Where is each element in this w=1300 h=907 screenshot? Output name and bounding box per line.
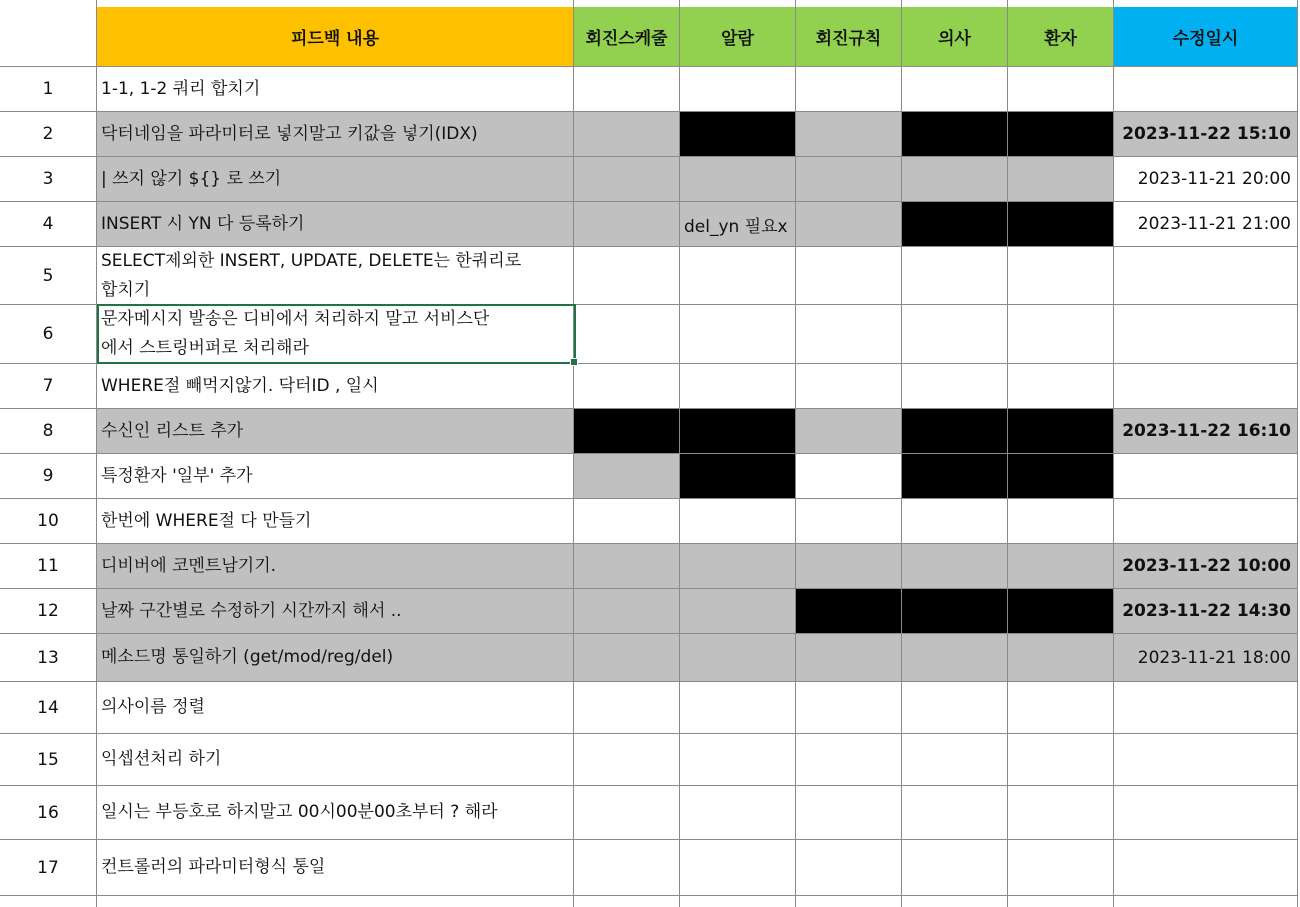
spacer-cell xyxy=(902,0,1008,7)
spacer-cell xyxy=(796,0,902,7)
header-feedback-content[interactable]: 피드백 내용 xyxy=(97,7,574,67)
spacer-cell xyxy=(680,0,796,7)
spacer-cell xyxy=(97,0,574,7)
modified-at-cell[interactable]: 2023-11-21 20:00 xyxy=(1114,157,1298,202)
spacer-cell xyxy=(1114,896,1298,907)
patient-cell[interactable] xyxy=(1008,589,1114,634)
modified-at-cell[interactable] xyxy=(1114,682,1298,734)
doctor-cell[interactable] xyxy=(902,682,1008,734)
row-number[interactable]: 17 xyxy=(0,840,97,896)
rounds-schedule-cell[interactable] xyxy=(574,786,680,840)
rounds-schedule-cell[interactable] xyxy=(574,454,680,499)
alarm-cell[interactable] xyxy=(680,454,796,499)
doctor-cell[interactable] xyxy=(902,786,1008,840)
modified-at-cell[interactable] xyxy=(1114,364,1298,409)
row-number[interactable]: 14 xyxy=(0,682,97,734)
header-modified-at[interactable]: 수정일시 xyxy=(1114,7,1298,67)
feedback-content-cell[interactable]: | 쓰지 않기 ${} 로 쓰기 xyxy=(97,157,574,202)
doctor-cell[interactable] xyxy=(902,499,1008,544)
row-number[interactable]: 15 xyxy=(0,734,97,786)
modified-at-cell[interactable]: 2023-11-22 15:10 xyxy=(1114,112,1298,157)
feedback-content-cell[interactable]: SELECT제외한 INSERT, UPDATE, DELETE는 한쿼리로 합치기 xyxy=(97,247,574,305)
patient-cell[interactable] xyxy=(1008,634,1114,682)
alarm-cell[interactable] xyxy=(680,840,796,896)
feedback-content-cell[interactable]: 메소드명 통일하기 (get/mod/reg/del) xyxy=(97,634,574,682)
feedback-content-cell[interactable]: 익셉션처리 하기 xyxy=(97,734,574,786)
rounds-schedule-cell[interactable] xyxy=(574,305,680,364)
feedback-content-cell[interactable]: 수신인 리스트 추가 xyxy=(97,409,574,454)
feedback-content-cell[interactable]: 특정환자 '일부' 추가 xyxy=(97,454,574,499)
rounds-rule-cell[interactable] xyxy=(796,734,902,786)
spacer-cell xyxy=(1114,0,1298,7)
rounds-rule-cell[interactable] xyxy=(796,247,902,305)
row-number[interactable]: 11 xyxy=(0,544,97,589)
feedback-content-cell[interactable]: 컨트롤러의 파라미터형식 통일 xyxy=(97,840,574,896)
patient-cell[interactable] xyxy=(1008,157,1114,202)
row-number[interactable]: 2 xyxy=(0,112,97,157)
modified-at-cell[interactable] xyxy=(1114,67,1298,112)
row-number[interactable]: 3 xyxy=(0,157,97,202)
doctor-cell[interactable] xyxy=(902,247,1008,305)
rounds-rule-cell[interactable] xyxy=(796,67,902,112)
rounds-rule-cell[interactable] xyxy=(796,544,902,589)
rounds-rule-cell[interactable] xyxy=(796,634,902,682)
rounds-rule-cell[interactable] xyxy=(796,112,902,157)
row-number[interactable]: 7 xyxy=(0,364,97,409)
doctor-cell[interactable] xyxy=(902,157,1008,202)
modified-at-cell[interactable]: 2023-11-22 14:30 xyxy=(1114,589,1298,634)
patient-cell[interactable] xyxy=(1008,499,1114,544)
patient-cell[interactable] xyxy=(1008,454,1114,499)
alarm-cell[interactable] xyxy=(680,544,796,589)
spacer-cell xyxy=(1008,0,1114,7)
alarm-cell[interactable] xyxy=(680,682,796,734)
patient-cell[interactable] xyxy=(1008,786,1114,840)
alarm-cell[interactable] xyxy=(680,112,796,157)
doctor-cell[interactable] xyxy=(902,364,1008,409)
spacer-cell xyxy=(796,896,902,907)
patient-cell[interactable] xyxy=(1008,840,1114,896)
rounds-schedule-cell[interactable] xyxy=(574,634,680,682)
doctor-cell[interactable] xyxy=(902,840,1008,896)
spacer-cell xyxy=(574,0,680,7)
rounds-schedule-cell[interactable] xyxy=(574,544,680,589)
patient-cell[interactable] xyxy=(1008,247,1114,305)
feedback-content-cell[interactable]: 한번에 WHERE절 다 만들기 xyxy=(97,499,574,544)
feedback-content-cell[interactable]: 문자메시지 발송은 디비에서 처리하지 말고 서비스단 에서 스트링버퍼로 처리해라 xyxy=(97,305,574,364)
rounds-rule-cell[interactable] xyxy=(796,364,902,409)
patient-cell[interactable] xyxy=(1008,364,1114,409)
corner-cell[interactable] xyxy=(0,7,97,67)
rounds-schedule-cell[interactable] xyxy=(574,67,680,112)
feedback-content-cell[interactable]: 의사이름 정렬 xyxy=(97,682,574,734)
feedback-content-cell[interactable]: 디비버에 코멘트남기기. xyxy=(97,544,574,589)
rounds-schedule-cell[interactable] xyxy=(574,734,680,786)
doctor-cell[interactable] xyxy=(902,112,1008,157)
patient-cell[interactable] xyxy=(1008,67,1114,112)
modified-at-cell[interactable] xyxy=(1114,247,1298,305)
rounds-rule-cell[interactable] xyxy=(796,157,902,202)
spacer-cell xyxy=(1008,896,1114,907)
modified-at-cell[interactable]: 2023-11-21 21:00 xyxy=(1114,202,1298,247)
row-number[interactable]: 5 xyxy=(0,247,97,305)
row-number[interactable]: 1 xyxy=(0,67,97,112)
spacer-cell xyxy=(0,0,97,7)
spacer-cell xyxy=(0,896,97,907)
alarm-cell[interactable] xyxy=(680,157,796,202)
doctor-cell[interactable] xyxy=(902,202,1008,247)
alarm-cell[interactable] xyxy=(680,305,796,364)
row-number[interactable]: 12 xyxy=(0,589,97,634)
modified-at-cell[interactable] xyxy=(1114,786,1298,840)
rounds-rule-cell[interactable] xyxy=(796,305,902,364)
patient-cell[interactable] xyxy=(1008,202,1114,247)
spacer-cell xyxy=(97,896,574,907)
doctor-cell[interactable] xyxy=(902,67,1008,112)
feedback-content-cell[interactable]: 1-1, 1-2 쿼리 합치기 xyxy=(97,67,574,112)
header-alarm[interactable]: 알람 xyxy=(680,7,796,67)
row-number[interactable]: 10 xyxy=(0,499,97,544)
alarm-cell[interactable] xyxy=(680,364,796,409)
row-number[interactable]: 13 xyxy=(0,634,97,682)
rounds-rule-cell[interactable] xyxy=(796,786,902,840)
rounds-schedule-cell[interactable] xyxy=(574,499,680,544)
patient-cell[interactable] xyxy=(1008,682,1114,734)
feedback-content-cell[interactable]: WHERE절 빼먹지않기. 닥터ID , 일시 xyxy=(97,364,574,409)
modified-at-cell[interactable] xyxy=(1114,734,1298,786)
header-rounds-rule[interactable]: 회진규칙 xyxy=(796,7,902,67)
rounds-schedule-cell[interactable] xyxy=(574,157,680,202)
patient-cell[interactable] xyxy=(1008,112,1114,157)
modified-at-cell[interactable]: 2023-11-22 16:10 xyxy=(1114,409,1298,454)
alarm-cell[interactable] xyxy=(680,499,796,544)
alarm-cell[interactable] xyxy=(680,589,796,634)
patient-cell[interactable] xyxy=(1008,734,1114,786)
rounds-rule-cell[interactable] xyxy=(796,202,902,247)
doctor-cell[interactable] xyxy=(902,305,1008,364)
header-doctor[interactable]: 의사 xyxy=(902,7,1008,67)
doctor-cell[interactable] xyxy=(902,589,1008,634)
row-number[interactable]: 6 xyxy=(0,305,97,364)
doctor-cell[interactable] xyxy=(902,734,1008,786)
modified-at-cell[interactable] xyxy=(1114,499,1298,544)
rounds-schedule-cell[interactable] xyxy=(574,247,680,305)
modified-at-cell[interactable]: 2023-11-21 18:00 xyxy=(1114,634,1298,682)
rounds-rule-cell[interactable] xyxy=(796,840,902,896)
header-patient[interactable]: 환자 xyxy=(1008,7,1114,67)
spacer-cell xyxy=(902,896,1008,907)
patient-cell[interactable] xyxy=(1008,305,1114,364)
rounds-rule-cell[interactable] xyxy=(796,499,902,544)
doctor-cell[interactable] xyxy=(902,454,1008,499)
rounds-schedule-cell[interactable] xyxy=(574,589,680,634)
doctor-cell[interactable] xyxy=(902,634,1008,682)
alarm-cell[interactable]: del_yn 필요x xyxy=(680,202,796,247)
rounds-schedule-cell[interactable] xyxy=(574,840,680,896)
row-number[interactable]: 4 xyxy=(0,202,97,247)
row-number[interactable]: 16 xyxy=(0,786,97,840)
header-rounds-schedule[interactable]: 회진스케줄 xyxy=(574,7,680,67)
patient-cell[interactable] xyxy=(1008,409,1114,454)
modified-at-cell[interactable]: 2023-11-22 10:00 xyxy=(1114,544,1298,589)
rounds-rule-cell[interactable] xyxy=(796,682,902,734)
rounds-schedule-cell[interactable] xyxy=(574,682,680,734)
modified-at-cell[interactable] xyxy=(1114,840,1298,896)
feedback-content-cell[interactable]: 날짜 구간별로 수정하기 시간까지 해서 .. xyxy=(97,589,574,634)
spacer-cell xyxy=(574,896,680,907)
alarm-cell[interactable] xyxy=(680,409,796,454)
feedback-content-cell[interactable]: 닥터네임을 파라미터로 넣지말고 키값을 넣기(IDX) xyxy=(97,112,574,157)
row-number[interactable]: 9 xyxy=(0,454,97,499)
rounds-schedule-cell[interactable] xyxy=(574,409,680,454)
feedback-content-cell[interactable]: 일시는 부등호로 하지말고 00시00분00초부터 ? 해라 xyxy=(97,786,574,840)
alarm-cell[interactable] xyxy=(680,786,796,840)
row-number[interactable]: 8 xyxy=(0,409,97,454)
modified-at-cell[interactable] xyxy=(1114,305,1298,364)
rounds-rule-cell[interactable] xyxy=(796,409,902,454)
doctor-cell[interactable] xyxy=(902,409,1008,454)
rounds-rule-cell[interactable] xyxy=(796,589,902,634)
rounds-schedule-cell[interactable] xyxy=(574,202,680,247)
alarm-cell[interactable] xyxy=(680,67,796,112)
alarm-cell[interactable] xyxy=(680,247,796,305)
rounds-schedule-cell[interactable] xyxy=(574,364,680,409)
rounds-schedule-cell[interactable] xyxy=(574,112,680,157)
rounds-rule-cell[interactable] xyxy=(796,454,902,499)
alarm-cell[interactable] xyxy=(680,734,796,786)
alarm-cell[interactable] xyxy=(680,634,796,682)
feedback-content-cell[interactable]: INSERT 시 YN 다 등록하기 xyxy=(97,202,574,247)
modified-at-cell[interactable] xyxy=(1114,454,1298,499)
spacer-cell xyxy=(680,896,796,907)
doctor-cell[interactable] xyxy=(902,544,1008,589)
patient-cell[interactable] xyxy=(1008,544,1114,589)
